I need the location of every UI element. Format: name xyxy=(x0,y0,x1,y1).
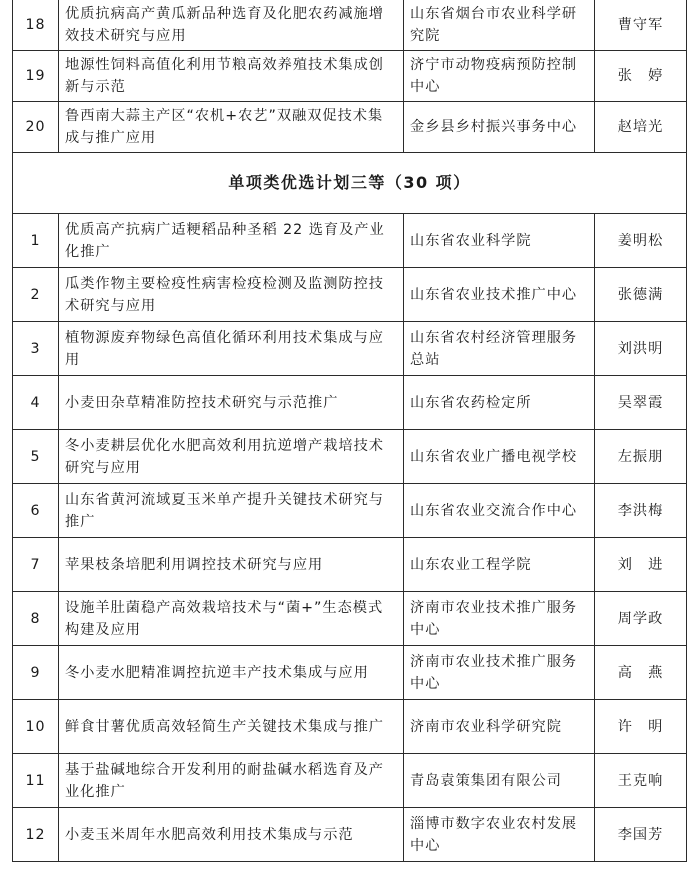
row-number-cell: 12 xyxy=(13,808,59,862)
row-number-cell: 18 xyxy=(13,0,59,51)
row-number-cell: 6 xyxy=(13,484,59,538)
project-name-cell: 设施羊肚菌稳产高效栽培技术与“菌+”生态模式构建及应用 xyxy=(59,592,404,646)
person-name-cell: 吴翠霞 xyxy=(595,376,687,430)
row-number-cell: 1 xyxy=(13,214,59,268)
person-name-cell: 姜明松 xyxy=(595,214,687,268)
project-name-cell: 瓜类作物主要检疫性病害检疫检测及监测防控技术研究与应用 xyxy=(59,268,404,322)
unit-name-cell: 山东省农业广播电视学校 xyxy=(404,430,595,484)
table-row xyxy=(13,538,687,592)
project-name-cell: 鲁西南大蒜主产区“农机+农艺”双融双促技术集成与推广应用 xyxy=(59,102,404,153)
section-title: 单项类优选计划三等（30 项） xyxy=(13,153,687,214)
person-name-cell: 刘洪明 xyxy=(595,322,687,376)
project-name-cell: 小麦田杂草精准防控技术研究与示范推广 xyxy=(59,376,404,430)
table-row xyxy=(13,268,687,322)
unit-name-cell: 山东省农药检定所 xyxy=(404,376,595,430)
row-number-cell: 2 xyxy=(13,268,59,322)
table-row xyxy=(13,322,687,376)
row-number-cell: 7 xyxy=(13,538,59,592)
row-number-cell: 5 xyxy=(13,430,59,484)
project-name-cell: 鲜食甘薯优质高效轻简生产关键技术集成与推广 xyxy=(59,700,404,754)
project-name-cell: 苹果枝条培肥利用调控技术研究与应用 xyxy=(59,538,404,592)
unit-name-cell: 青岛袁策集团有限公司 xyxy=(404,754,595,808)
person-name-cell: 王克响 xyxy=(595,754,687,808)
table-row xyxy=(13,592,687,646)
row-number-cell: 20 xyxy=(13,102,59,153)
table-row xyxy=(13,51,687,102)
unit-name-cell: 济宁市动物疫病预防控制中心 xyxy=(404,51,595,102)
table-row xyxy=(13,808,687,862)
table-row xyxy=(13,754,687,808)
project-name-cell: 基于盐碱地综合开发利用的耐盐碱水稻选育及产业化推广 xyxy=(59,754,404,808)
row-number-cell: 11 xyxy=(13,754,59,808)
person-name-cell: 赵培光 xyxy=(595,102,687,153)
unit-name-cell: 山东省烟台市农业科学研究院 xyxy=(404,0,595,51)
table-row xyxy=(13,102,687,153)
project-name-cell: 地源性饲料高值化利用节粮高效养殖技术集成创新与示范 xyxy=(59,51,404,102)
row-number-cell: 3 xyxy=(13,322,59,376)
section-header-row xyxy=(13,153,687,214)
project-name-cell: 优质抗病高产黄瓜新品种选育及化肥农药减施增效技术研究与应用 xyxy=(59,0,404,51)
project-name-cell: 山东省黄河流域夏玉米单产提升关键技术研究与推广 xyxy=(59,484,404,538)
table-row xyxy=(13,214,687,268)
unit-name-cell: 济南市农业技术推广服务中心 xyxy=(404,646,595,700)
unit-name-cell: 山东省农业技术推广中心 xyxy=(404,268,595,322)
project-name-cell: 小麦玉米周年水肥高效利用技术集成与示范 xyxy=(59,808,404,862)
row-number-cell: 8 xyxy=(13,592,59,646)
person-name-cell: 许 明 xyxy=(595,700,687,754)
person-name-cell: 张德满 xyxy=(595,268,687,322)
project-name-cell: 冬小麦耕层优化水肥高效利用抗逆增产栽培技术研究与应用 xyxy=(59,430,404,484)
person-name-cell: 刘 进 xyxy=(595,538,687,592)
table-row xyxy=(13,430,687,484)
unit-name-cell: 济南市农业科学研究院 xyxy=(404,700,595,754)
row-number-cell: 10 xyxy=(13,700,59,754)
person-name-cell: 高 燕 xyxy=(595,646,687,700)
table-row xyxy=(13,376,687,430)
unit-name-cell: 山东省农村经济管理服务总站 xyxy=(404,322,595,376)
row-number-cell: 9 xyxy=(13,646,59,700)
person-name-cell: 李国芳 xyxy=(595,808,687,862)
award-table-body xyxy=(13,0,687,862)
project-name-cell: 植物源废弃物绿色高值化循环利用技术集成与应用 xyxy=(59,322,404,376)
table-row xyxy=(13,646,687,700)
award-table xyxy=(12,0,687,862)
unit-name-cell: 山东省农业交流合作中心 xyxy=(404,484,595,538)
row-number-cell: 4 xyxy=(13,376,59,430)
person-name-cell: 张 婷 xyxy=(595,51,687,102)
person-name-cell: 左振朋 xyxy=(595,430,687,484)
project-name-cell: 冬小麦水肥精准调控抗逆丰产技术集成与应用 xyxy=(59,646,404,700)
table-row xyxy=(13,700,687,754)
unit-name-cell: 金乡县乡村振兴事务中心 xyxy=(404,102,595,153)
unit-name-cell: 山东农业工程学院 xyxy=(404,538,595,592)
unit-name-cell: 淄博市数字农业农村发展中心 xyxy=(404,808,595,862)
person-name-cell: 李洪梅 xyxy=(595,484,687,538)
unit-name-cell: 山东省农业科学院 xyxy=(404,214,595,268)
unit-name-cell: 济南市农业技术推广服务中心 xyxy=(404,592,595,646)
person-name-cell: 周学政 xyxy=(595,592,687,646)
table-row xyxy=(13,0,687,51)
award-list-page xyxy=(12,0,686,862)
person-name-cell: 曹守军 xyxy=(595,0,687,51)
project-name-cell: 优质高产抗病广适粳稻品种圣稻 22 选育及产业化推广 xyxy=(59,214,404,268)
table-row xyxy=(13,484,687,538)
row-number-cell: 19 xyxy=(13,51,59,102)
